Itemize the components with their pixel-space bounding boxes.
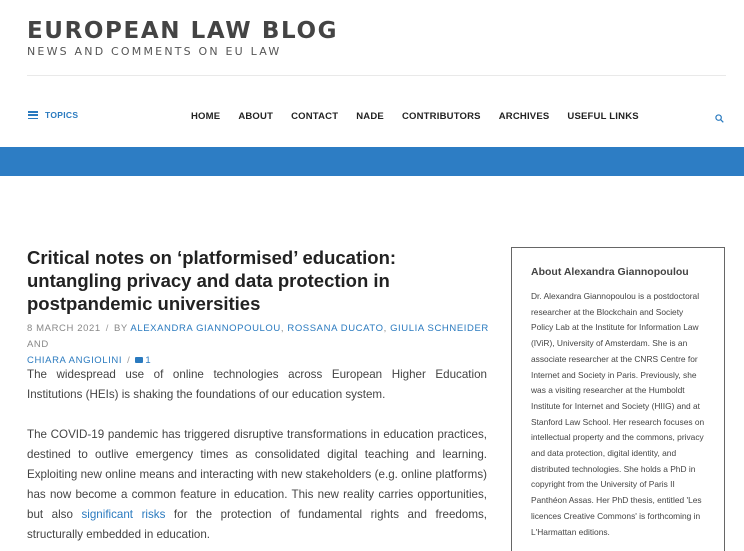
- search-icon[interactable]: [715, 114, 724, 123]
- post-paragraph: The widespread use of online technologies across European Higher Education Institutions (HEIs) is shaking the foundations of our education system.: [27, 368, 487, 401]
- post-meta: 8 MARCH 2021 / BY ALEXANDRA GIANNOPOULOU, ROSSANA DUCATO, GIULIA SCHNEIDER AND CHIARA ANGIOLINI / 1: [27, 323, 489, 366]
- topics-label: TOPICS: [45, 110, 79, 120]
- author-box: [511, 247, 725, 551]
- author-bio: Dr. Alexandra Giannopoulou is a postdoctoral researcher at the Blockchain and Society Policy Lab at the Institute for Information Law (IViR), University of Amsterdam. She is an associate researcher at the CNRS Centre for Internet and Society in Paris. Previously, she was a visiting researcher at the Humboldt Institute for Internet and Society (HIIG) and at Stanford Law School. Her research focuses on intellectual property and the commons, privacy and data protection, digital identity, and distributed technologies. She holds a PhD in copyright from the University of Paris II Panthéon Assas. Her PhD thesis, entitled 'Les licences Creative Commons' is forthcoming in L'Harmattan editions.: [531, 291, 705, 537]
- post-body: [27, 365, 487, 551]
- paragraph-text: The COVID-19 pandemic has triggered disruptive transformations in education practices, destined to outlive emergency times as consolidated digital teaching and learning. Exploiting new online means and interacting with new stakeholders (e.g. online platforms) has now become a common feature in education. This new reality carries opportunities, but also: [27, 428, 487, 521]
- nav-item-home[interactable]: HOME: [191, 111, 221, 122]
- paragraph-text: for the protection of fundamental rights and freedoms, structurally embedded in education.: [27, 508, 487, 541]
- post-title[interactable]: Critical notes on ‘platformised’ education: untangling privacy and data protection in postpandemic universities: [27, 247, 397, 314]
- header-color-band: [0, 147, 744, 176]
- author-link-giannopoulou[interactable]: ALEXANDRA GIANNOPOULOU: [130, 323, 281, 334]
- nav-item-about[interactable]: ABOUT: [238, 111, 274, 122]
- by-label: BY: [113, 323, 128, 334]
- author-link-angiolini[interactable]: CHIARA ANGIOLINI: [27, 355, 123, 366]
- header-divider: [27, 75, 726, 76]
- author-link-schneider[interactable]: GIULIA SCHNEIDER: [390, 323, 489, 334]
- comment-icon: [135, 357, 143, 363]
- author-box-heading: About Alexandra Giannopoulou: [531, 266, 689, 278]
- nav-item-useful-links[interactable]: USEFUL LINKS: [567, 111, 639, 122]
- meta-separator: /: [105, 323, 109, 334]
- hamburger-icon: [28, 111, 38, 119]
- site-tagline: NEWS AND COMMENTS ON EU LAW: [27, 45, 282, 58]
- post-paragraph: [27, 425, 487, 545]
- nav-item-contact[interactable]: CONTACT: [291, 111, 339, 122]
- and-label: AND: [27, 339, 49, 350]
- menu-bar: [191, 111, 639, 122]
- meta-separator-2: /: [127, 355, 131, 366]
- topics-menu-toggle[interactable]: [28, 110, 78, 120]
- author-link-ducato[interactable]: ROSSANA DUCATO: [287, 323, 384, 334]
- main-navigation: [0, 104, 744, 132]
- nav-item-nade[interactable]: NADE: [356, 111, 384, 122]
- comments-count: 1: [145, 355, 152, 366]
- nav-item-archives[interactable]: ARCHIVES: [498, 111, 550, 122]
- post-date: 8 MARCH 2021: [27, 323, 101, 334]
- nav-item-contributors[interactable]: CONTRIBUTORS: [401, 111, 481, 122]
- site-title[interactable]: EUROPEAN LAW BLOG: [27, 18, 339, 44]
- significant-risks-link[interactable]: significant risks: [81, 508, 166, 521]
